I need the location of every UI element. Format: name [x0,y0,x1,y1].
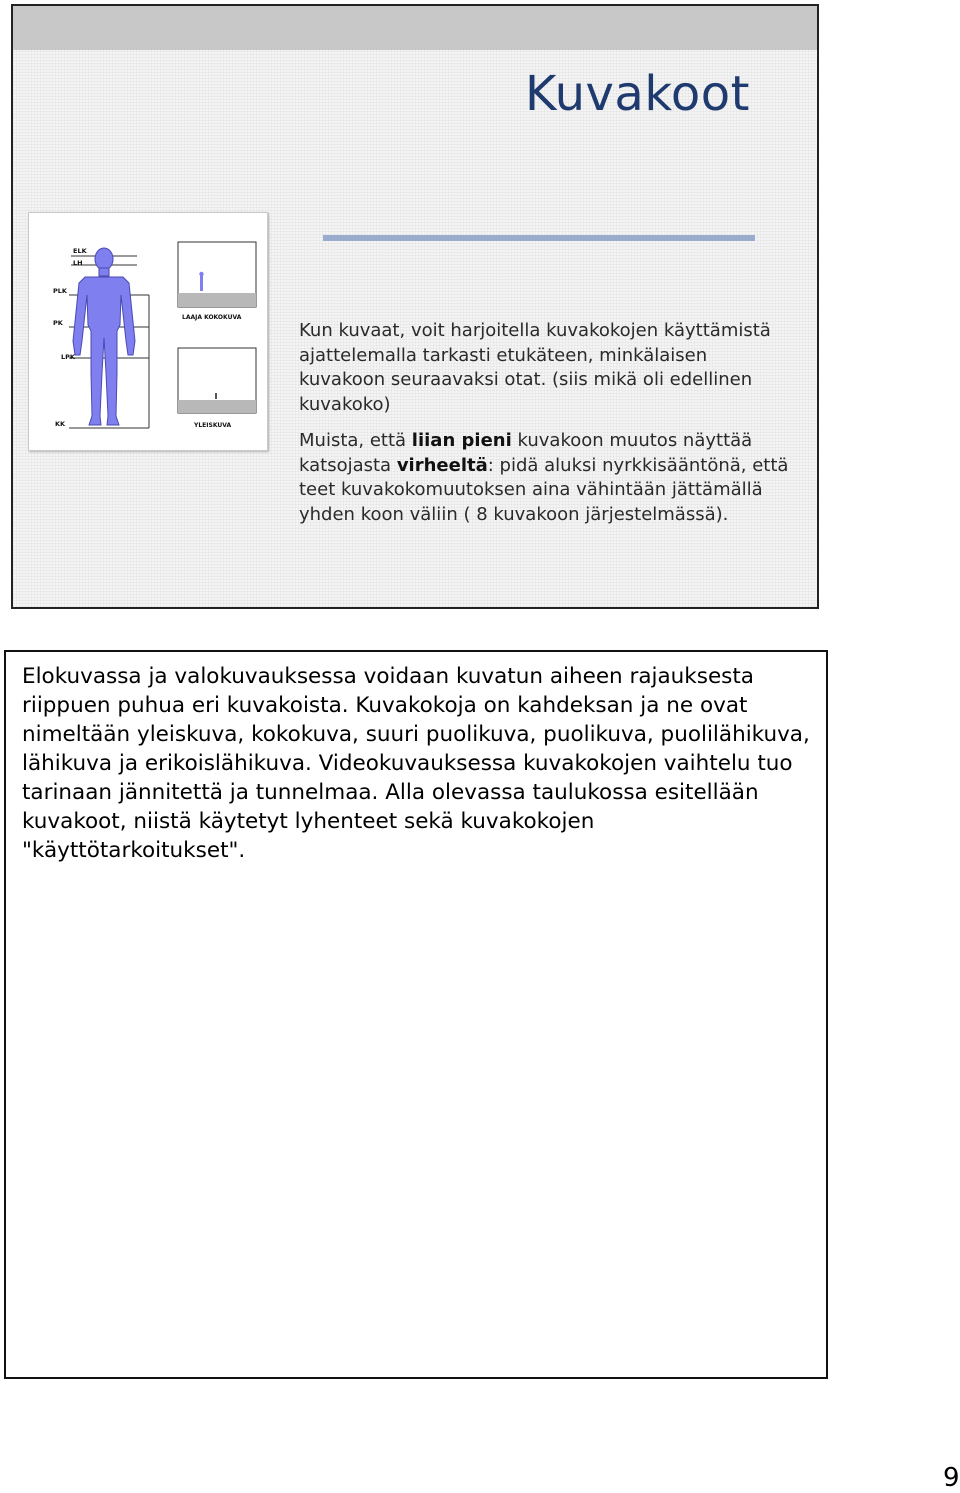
caption-establishing-shot: YLEISKUVA [194,422,232,429]
slide-paragraph-2 [299,429,799,527]
notes-box [4,650,828,1379]
frame-wide-full-shot [178,242,256,321]
label-pk: PK [53,319,63,327]
label-kk: KK [55,420,66,428]
label-elk: ELK [73,247,87,255]
caption-wide-full-shot: LAAJA KOKOKUVA [182,314,242,321]
p2-part3: : pidä aluksi nyrkkisääntönä, että teet kuvakokomuutoksen aina vähintään jättämällä yhden koon väliin ( 8 kuvakoon järjestelmässä). [299,454,789,525]
human-figure-icon [73,248,135,425]
label-plk: PLK [53,287,67,295]
slide-title: Kuvakoot [525,66,750,122]
frame-establishing-shot [178,348,256,429]
p2-bold-too-small: liian pieni [411,430,512,451]
label-lpk: LPK [61,353,75,361]
p2-bold-error: virheeltä [396,454,488,476]
notes-text: Elokuvassa ja valokuvauksessa voidaan kuvatun aiheen rajauksesta riippuen puhua eri kuvakoista. Kuvakokoja on kahdeksan ja ne ovat nimeltään yleiskuva, kokokuva, suuri puolikuva, puolikuva, puolilähikuva, lähikuva ja erikoislähikuva. Videokuvauksessa kuvakokojen vaihtelu tuo tarinaan jännitettä ja tunnelmaa. Alla olevassa taulukossa esitellään kuvakoot, niistä käytetyt lyhenteet sekä kuvakokojen "käyttötarkoitukset". [22,664,810,863]
page-number: 9 [943,1463,960,1493]
slide [11,4,819,609]
slide-paragraph-1: Kun kuvaat, voit harjoitella kuvakokojen käyttämistä ajattelemalla tarkasti etukäteen, minkälaisen kuvakoon seuraavaksi otat. (siis mikä oli edellinen kuvakoko) [299,320,771,415]
shot-size-figure [28,212,268,451]
slide-header-bar [13,6,817,50]
p2-part1: Muista, että [299,430,412,451]
shot-size-diagram [29,213,267,450]
p2-part2: kuvakoon muutos näyttää katsojasta [299,430,753,476]
label-lh: LH [73,259,83,267]
title-underline [323,235,755,241]
